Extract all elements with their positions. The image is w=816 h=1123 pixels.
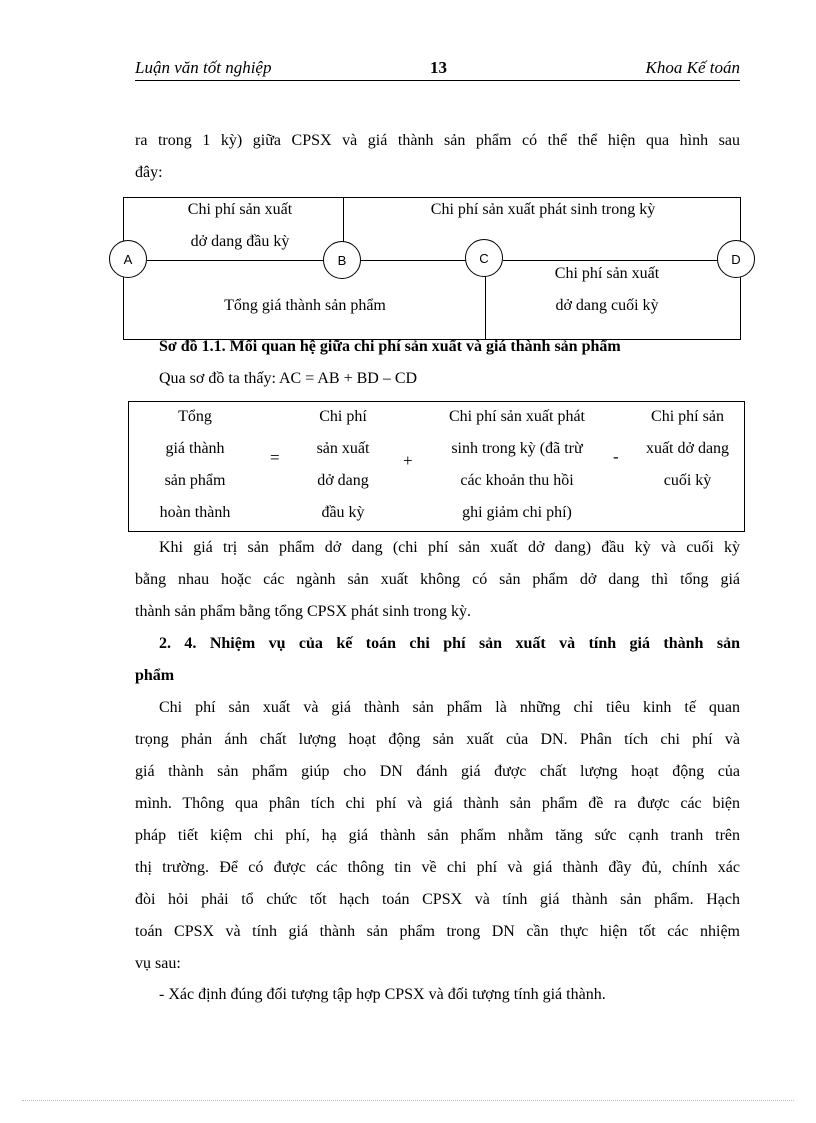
eq-col1-line3: sản phẩm xyxy=(164,472,226,489)
para2-line8: toán CPSX và tính giá thành sản phẩm trong DN cần thực hiện tốt các nhiệm xyxy=(135,923,740,940)
header-right: Khoa Kế toán xyxy=(645,58,740,77)
paragraph-tasks xyxy=(135,692,740,980)
para2-line9: vụ sau: xyxy=(135,955,181,972)
eq-col1-line2: giá thành xyxy=(165,440,225,457)
eq-col3-line4: ghi giảm chi phí) xyxy=(462,504,572,521)
point-c: C xyxy=(465,239,503,277)
diagram-formula: Qua sơ đồ ta thấy: AC = AB + BD – CD xyxy=(159,370,418,387)
eq-col2-line1: Chi phí xyxy=(319,408,367,425)
box-incurred-cost: Chi phí sản xuất phát sinh trong kỳ xyxy=(430,201,656,218)
intro-line-1: ra trong 1 kỳ) giữa CPSX và giá thành sản phẩm có thể thể hiện qua hình sau xyxy=(135,132,740,149)
bullet-item: - Xác định đúng đối tượng tập hợp CPSX và đối tượng tính giá thành. xyxy=(159,986,606,1003)
eq-col3-line2: sinh trong kỳ (đã trừ xyxy=(451,440,583,457)
header-left: Luận văn tốt nghiệp xyxy=(135,58,272,77)
para1-line2: bằng nhau hoặc các ngành sản xuất không có sản phẩm dở dang thì tổng giá xyxy=(135,571,740,588)
line-bc xyxy=(359,260,467,261)
plus-sign: + xyxy=(403,451,413,470)
box-opening-wip xyxy=(150,194,330,258)
section-heading xyxy=(135,628,740,692)
eq-col3-line3: các khoản thu hồi xyxy=(460,472,574,489)
para2-line7: đòi hỏi phải tổ chức tốt hạch toán CPSX và tính giá thành sản phẩm. Hạch xyxy=(135,891,740,908)
eq-col2-line2: sản xuất xyxy=(316,440,370,457)
para2-line1: Chi phí sản xuất và giá thành sản phẩm là những chỉ tiêu kinh tế quan xyxy=(159,699,740,716)
point-a: A xyxy=(109,240,147,278)
equation-opening-wip xyxy=(293,401,393,529)
para2-line2: trọng phản ánh chất lượng hoạt động sản xuất của DN. Phân tích chi phí và xyxy=(135,731,740,748)
para2-line3: giá thành sản phẩm giúp cho DN đánh giá được chất lượng hoạt động của xyxy=(135,763,740,780)
equation-closing-wip xyxy=(630,401,745,497)
box-closing-wip xyxy=(487,258,727,322)
box-closing-wip-line2: dở dang cuối kỳ xyxy=(555,297,659,314)
eq-col4-line1: Chi phí sản xyxy=(651,408,724,425)
line-ab xyxy=(147,260,325,261)
intro-line-2: đây: xyxy=(135,164,163,181)
box-opening-wip-line1: Chi phí sản xuất xyxy=(187,201,293,218)
diagram-caption: Sơ đồ 1.1. Mối quan hệ giữa chi phí sản xuất và giá thành sản phẩm xyxy=(159,338,621,355)
box-total-cost: Tổng giá thành sản phẩm xyxy=(224,297,386,314)
eq-col4-line3: cuối kỳ xyxy=(663,472,712,489)
para1-line3: thành sản phẩm bằng tổng CPSX phát sinh trong kỳ. xyxy=(135,603,471,620)
section-heading-line2: phẩm xyxy=(135,667,175,684)
paragraph-equal-wip xyxy=(135,532,740,628)
para2-line6: thị trường. Để có được các thông tin về chi phí và giá thành đầy đủ, chính xác xyxy=(135,859,740,876)
minus-sign: - xyxy=(613,447,619,466)
para2-line4: mình. Thông qua phân tích chi phí và giá thành sản phẩm đề ra được các biện xyxy=(135,795,740,812)
point-d: D xyxy=(717,240,755,278)
para1-line1: Khi giá trị sản phẩm dở dang (chi phí sản xuất dở dang) đầu kỳ và cuối kỳ xyxy=(159,539,740,556)
point-b: B xyxy=(323,241,361,279)
section-heading-line1: 2. 4. Nhiệm vụ của kế toán chi phí sản xuất và tính giá thành sản xyxy=(159,635,740,652)
page-number: 13 xyxy=(430,58,447,77)
para2-line5: pháp tiết kiệm chi phí, hạ giá thành sản phẩm nhằm tăng sức cạnh tranh trên xyxy=(135,827,740,844)
footer-rule xyxy=(22,1100,794,1101)
eq-col1-line4: hoàn thành xyxy=(159,504,231,521)
equation-incurred-cost xyxy=(422,401,612,529)
header-rule xyxy=(135,80,740,81)
eq-col2-line4: đầu kỳ xyxy=(321,504,365,521)
eq-col3-line1: Chi phí sản xuất phát xyxy=(449,408,585,425)
box-closing-wip-line1: Chi phí sản xuất xyxy=(554,265,660,282)
eq-col2-line3: dở dang xyxy=(317,472,369,489)
equals-sign: = xyxy=(270,448,280,467)
equation-total-cost xyxy=(145,401,245,529)
eq-col1-line1: Tổng xyxy=(178,408,212,425)
box-opening-wip-line2: dở dang đầu kỳ xyxy=(190,233,290,250)
eq-col4-line2: xuất dở dang xyxy=(645,440,730,457)
